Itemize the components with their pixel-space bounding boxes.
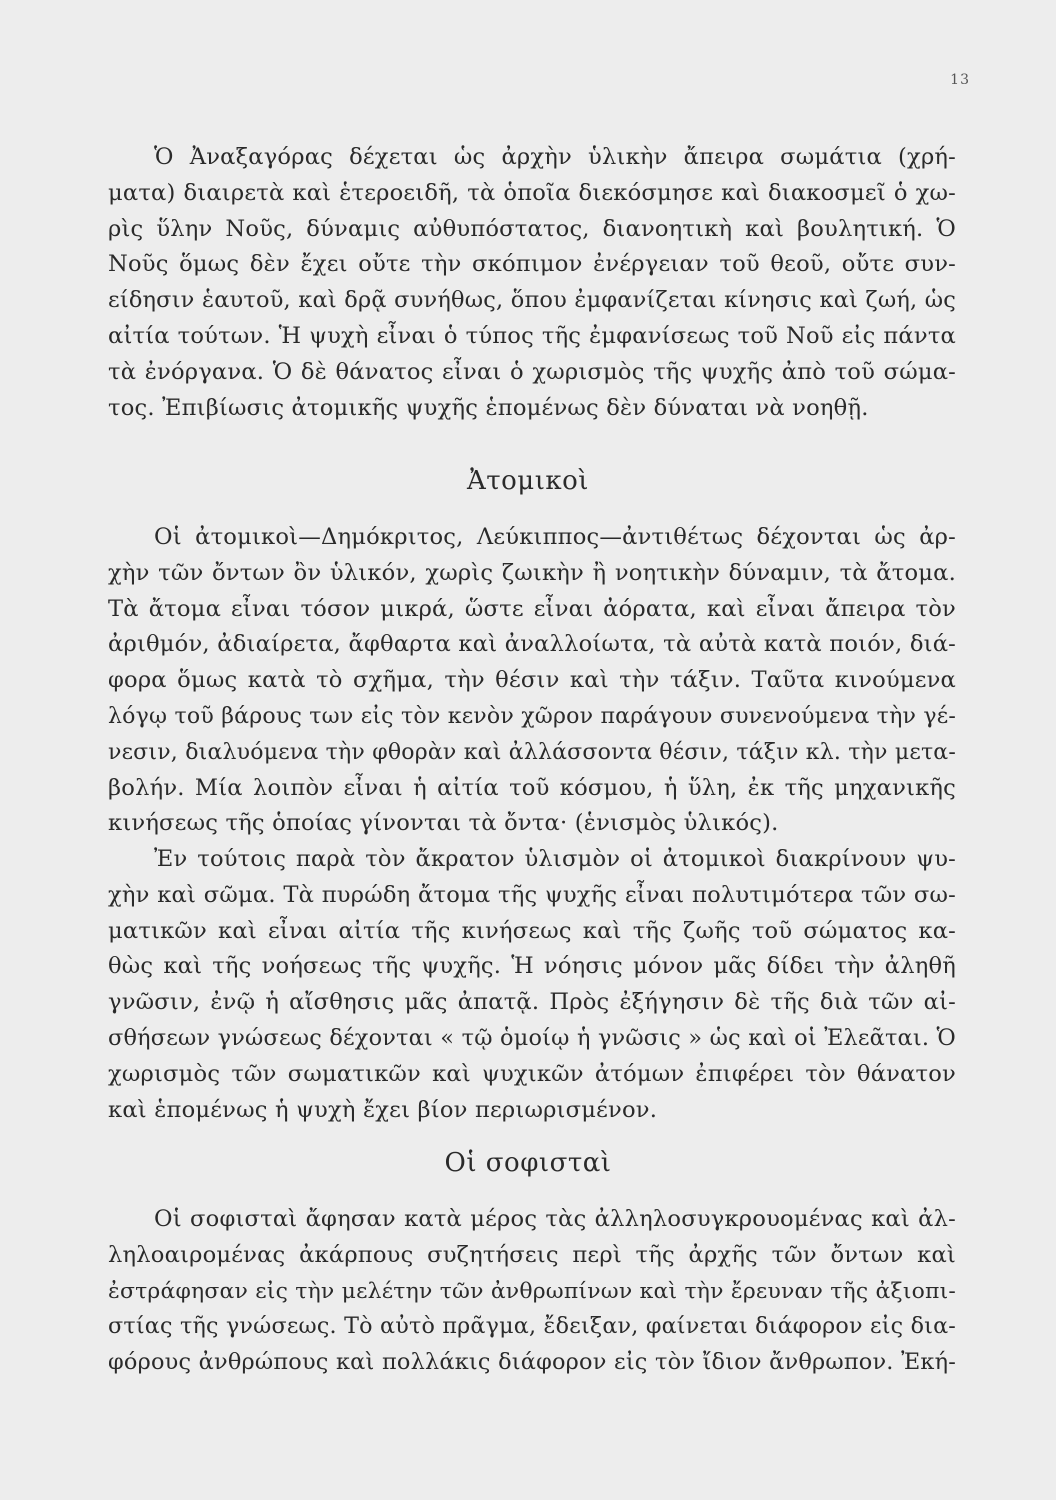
text-line: στίας τῆς γνώσεως. Τὸ αὐτὸ πρᾶγμα, ἔδειξαν, φαίνεται διάφορον εἰς δια- bbox=[108, 1313, 956, 1340]
section-heading-sophists: Οἱ σοφισταὶ bbox=[444, 1148, 612, 1178]
text-line: είδησιν ἑαυτοῦ, καὶ δρᾷ συνήθως, ὅπου ἐμφανίζεται κίνησις καὶ ζωή, ὡς bbox=[108, 287, 956, 314]
text-line: βολήν. Μία λοιπὸν εἶναι ἡ αἰτία τοῦ κόσμου, ἡ ὕλη, ἐκ τῆς μηχανικῆς bbox=[108, 774, 956, 801]
paragraph-anaxagoras bbox=[108, 140, 956, 426]
text-line: ματικῶν καὶ εἶναι αἰτία τῆς κινήσεως καὶ τῆς ζωῆς τοῦ σώματος κα- bbox=[108, 917, 956, 944]
paragraph-sophists bbox=[108, 1202, 956, 1381]
text-line: ρὶς ὕλην Νοῦς, δύναμις αὐθυπόστατος, διανοητικὴ καὶ βουλητική. Ὁ bbox=[108, 215, 956, 242]
text-line: σθήσεων γνώσεως δέχονται « τῷ ὁμοίῳ ἡ γνῶσις » ὡς καὶ οἱ Ἐλεᾶται. Ὁ bbox=[108, 1024, 956, 1051]
text-line: Οἱ ἀτομικοὶ—Δημόκριτος, Λεύκιππος—ἀντιθέτως δέχονται ὡς ἀρ- bbox=[154, 524, 956, 550]
text-line: αἰτία τούτων. Ἡ ψυχὴ εἶναι ὁ τύπος τῆς ἐμφανίσεως τοῦ Νοῦ εἰς πάντα bbox=[108, 322, 956, 349]
text-line: Ὁ Ἀναξαγόρας δέχεται ὡς ἀρχὴν ὑλικὴν ἄπειρα σωμάτια (χρή- bbox=[154, 144, 956, 170]
section-heading-atomists: Ἀτομικοὶ bbox=[466, 466, 589, 496]
text-line: λόγῳ τοῦ βάρους των εἰς τὸν κενὸν χῶρον παράγουν συνενούμενα τὴν γέ- bbox=[108, 703, 956, 729]
text-line: ἀριθμόν, ἀδιαίρετα, ἄφθαρτα καὶ ἀναλλοίωτα, τὰ αὐτὰ κατὰ ποιόν, διά- bbox=[108, 631, 956, 658]
text-line: γνῶσιν, ἐνῷ ἡ αἴσθησις μᾶς ἀπατᾷ. Πρὸς ἐξήγησιν δὲ τῆς διὰ τῶν αἰ- bbox=[108, 989, 956, 1016]
text-line: φόρους ἀνθρώπους καὶ πολλάκις διάφορον εἰς τὸν ἴδιον ἄνθρωπον. Ἐκή- bbox=[108, 1349, 956, 1376]
text-line: χὴν καὶ σῶμα. Τὰ πυρώδη ἄτομα τῆς ψυχῆς εἶναι πολυτιμότερα τῶν σω- bbox=[108, 881, 956, 908]
paragraph-atomists bbox=[108, 520, 956, 842]
text-line: ματα) διαιρετὰ καὶ ἑτεροειδῆ, τὰ ὁποῖα διεκόσμησε καὶ διακοσμεῖ ὁ χω- bbox=[108, 179, 956, 206]
text-line: χὴν τῶν ὄντων ὂν ὑλικόν, χωρὶς ζωικὴν ἢ νοητικὴν δύναμιν, τὰ ἄτομα. bbox=[108, 559, 956, 586]
paragraph-atomists-soul bbox=[108, 842, 956, 1128]
text-line: νεσιν, διαλυόμενα τὴν φθορὰν καὶ ἀλλάσσοντα θέσιν, τάξιν κλ. τὴν μετα- bbox=[108, 739, 956, 765]
text-line: θὼς καὶ τῆς νοήσεως τῆς ψυχῆς. Ἡ νόησις μόνον μᾶς δίδει τὴν ἀληθῆ bbox=[108, 953, 956, 980]
text-line: τος. Ἐπιβίωσις ἀτομικῆς ψυχῆς ἑπομένως δὲν δύναται νὰ νοηθῇ. bbox=[108, 394, 869, 421]
text-line: χωρισμὸς τῶν σωματικῶν καὶ ψυχικῶν ἀτόμων ἐπιφέρει τὸν θάνατον bbox=[108, 1060, 956, 1087]
text-line: Ἐν τούτοις παρὰ τὸν ἄκρατον ὑλισμὸν οἱ ἀτομικοὶ διακρίνουν ψυ- bbox=[154, 846, 956, 872]
page-number: 13 bbox=[950, 72, 970, 88]
text-line: ἐστράφησαν εἰς τὴν μελέτην τῶν ἀνθρωπίνων καὶ τὴν ἔρευναν τῆς ἀξιοπι- bbox=[108, 1278, 956, 1304]
text-line: ληλοαιρομένας ἀκάρπους συζητήσεις περὶ τῆς ἀρχῆς τῶν ὄντων καὶ bbox=[108, 1241, 956, 1268]
text-line: καὶ ἑπομένως ἡ ψυχὴ ἔχει βίον περιωρισμένον. bbox=[108, 1096, 658, 1123]
text-line: τὰ ἐνόργανα. Ὁ δὲ θάνατος εἶναι ὁ χωρισμὸς τῆς ψυχῆς ἀπὸ τοῦ σώμα- bbox=[108, 358, 956, 385]
text-line: φορα ὅμως κατὰ τὸ σχῆμα, τὴν θέσιν καὶ τὴν τάξιν. Ταῦτα κινούμενα bbox=[108, 667, 956, 694]
text-line: κινήσεως τῆς ὁποίας γίνονται τὰ ὄντα· (ἑνισμὸς ὑλικός). bbox=[108, 810, 779, 837]
text-line: Νοῦς ὅμως δὲν ἔχει οὔτε τὴν σκόπιμον ἐνέργειαν τοῦ θεοῦ, οὔτε συν- bbox=[108, 251, 956, 278]
text-line: Τὰ ἄτομα εἶναι τόσον μικρά, ὥστε εἶναι ἀόρατα, καὶ εἶναι ἄπειρα τὸν bbox=[108, 595, 956, 622]
text-line: Οἱ σοφισταὶ ἄφησαν κατὰ μέρος τὰς ἀλληλοσυγκρουομένας καὶ ἀλ- bbox=[154, 1206, 956, 1232]
